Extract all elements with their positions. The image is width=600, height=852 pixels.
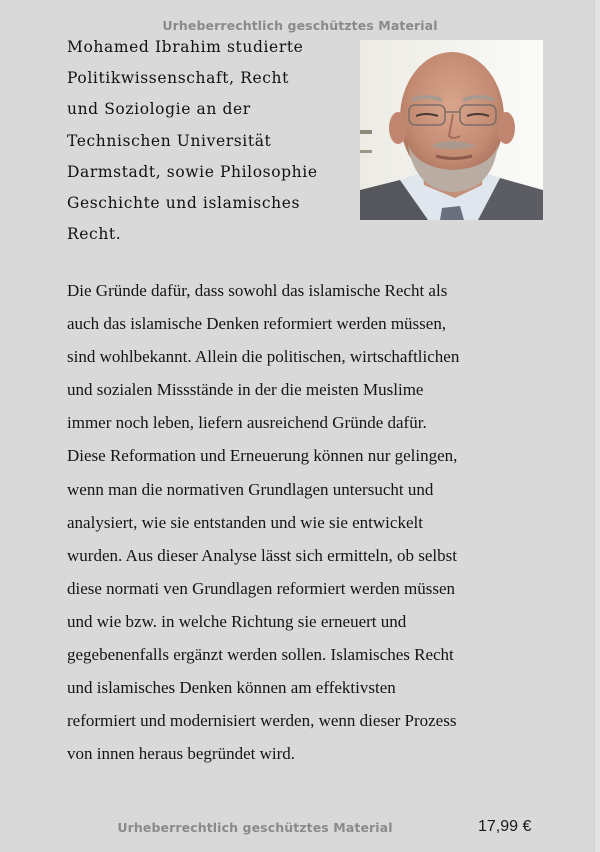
- blurb-line: wurden. Aus dieser Analyse lässt sich ermitteln, ob selbst: [67, 545, 457, 565]
- author-bio-line: Politikwissenschaft, Recht: [67, 69, 289, 88]
- blurb-line: diese normati ven Grundlagen reformiert werden müssen: [67, 578, 456, 598]
- author-bio-line: Geschichte und islamisches: [67, 194, 301, 213]
- author-photo: [360, 40, 543, 220]
- blurb-line: von innen heraus begründet wird.: [67, 744, 296, 764]
- blurb-line: analysiert, wie sie entstanden und wie sie entwickelt: [67, 512, 423, 532]
- author-bio-line: Mohamed Ibrahim studierte: [67, 38, 304, 56]
- author-bio-line: und Soziologie an der: [67, 100, 251, 119]
- blurb-line: sind wohlbekannt. Allein die politischen, wirtschaftlichen: [67, 347, 460, 367]
- blurb-line: wenn man die normativen Grundlagen untersucht und: [67, 479, 434, 499]
- author-bio-line: Darmstadt, sowie Philosophie: [67, 162, 318, 181]
- copyright-watermark-top: Urheberrechtlich geschütztes Material: [162, 18, 438, 33]
- blurb-line: und wie bzw. in welche Richtung sie erneuert und: [67, 611, 407, 631]
- book-blurb: [67, 274, 537, 770]
- author-bio: [67, 32, 329, 250]
- blurb-line: immer noch leben, liefern ausreichend Gründe dafür.: [67, 413, 427, 433]
- blurb-line: und islamisches Denken können am effektivsten: [67, 678, 396, 698]
- copyright-watermark-bottom: Urheberrechtlich geschütztes Material: [117, 820, 393, 835]
- blurb-line: reformiert und modernisiert werden, wenn dieser Prozess: [67, 711, 457, 731]
- page-edge: [594, 0, 600, 852]
- blurb-line: Diese Reformation und Erneuerung können nur gelingen,: [67, 446, 458, 466]
- author-bio-line: Recht.: [67, 225, 122, 244]
- price-label: 17,99 €: [478, 818, 532, 835]
- blurb-line: Die Gründe dafür, dass sowohl das islamische Recht als: [67, 281, 448, 300]
- author-bio-line: Technischen Universität: [67, 131, 272, 150]
- blurb-line: auch das islamische Denken reformiert werden müssen,: [67, 314, 447, 334]
- blurb-line: gegebenenfalls ergänzt werden sollen. Islamisches Recht: [67, 645, 454, 665]
- blurb-line: und sozialen Missstände in der die meisten Muslime: [67, 380, 424, 400]
